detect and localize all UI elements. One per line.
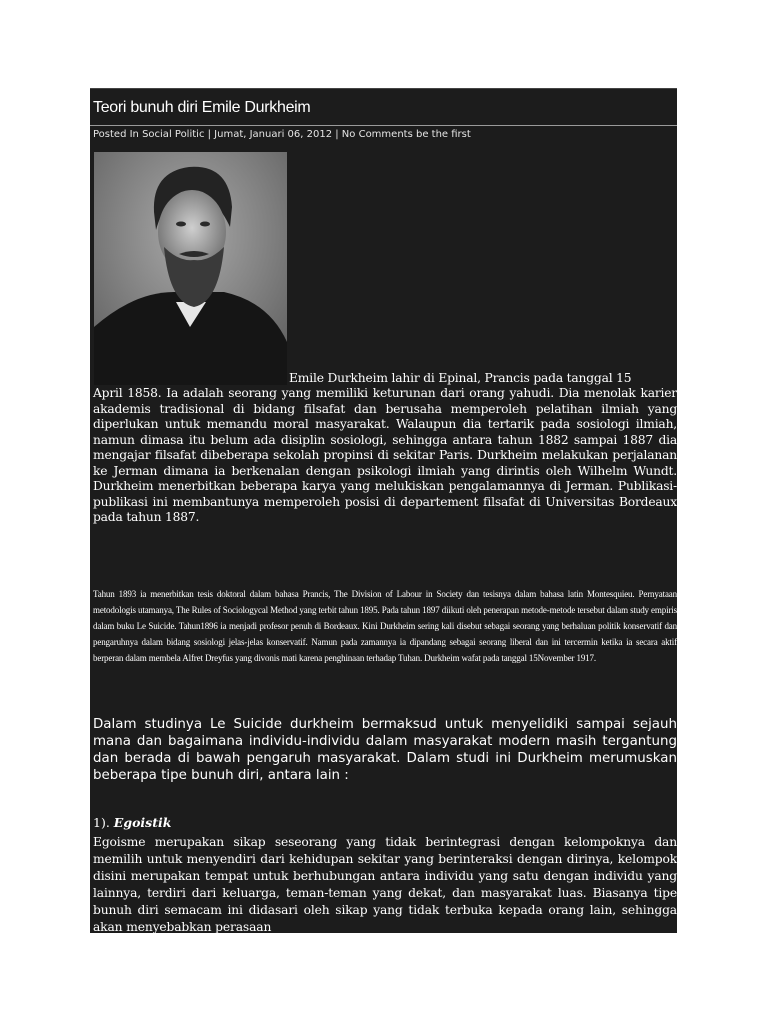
studi-paragraph: Dalam studinya Le Suicide durkheim bermaksud untuk menyelidiki sampai sejauh mana dan bagaimana individu-individu dalam masyarakat modern masih tergantung dan berada di bawah pengaruh masyarakat. Dalam studi ini Durkheim merumuskan beberapa tipe bunuh diri, antara lain : (93, 717, 677, 783)
intro-first-line: Emile Durkheim lahir di Epinal, Prancis pada tanggal 15 (289, 371, 632, 385)
egoistik-label: Egoistik (113, 815, 172, 830)
post-meta: Posted In Social Politic | Jumat, Januari 06, 2012 | No Comments be the first (93, 129, 471, 140)
article-page (90, 88, 677, 933)
portrait-photo (94, 152, 287, 385)
egoistik-paragraph: Egoisme merupakan sikap seseorang yang tidak berintegrasi dengan kelompoknya dan memilih untuk menyendiri dari kehidupan sekitar yang berinteraksi dengan dirinya, kelompok disini merupakan tempat untuk berhubungan antara individu yang satu dengan individu yang lainnya, terdiri dari keluarga, teman-teman yang dekat, dan masyarakat luas. Biasanya tipe bunuh diri semacam ini didasari oleh sikap yang tidak terbuka kepada orang lain, sehingga akan menyebabkan perasaan (93, 835, 677, 933)
egoistik-number: 1). (93, 815, 110, 830)
title-divider (90, 125, 677, 126)
intro-paragraph: April 1858. Ia adalah seorang yang memiliki keturunan dari orang yahudi. Dia menolak karier akademis tradisional di bidang filsafat dan berusaha memperoleh pelatihan ilmiah yang diperlukan untuk memandu moral masyarakat. Walaupun dia tertarik pada sosiologi ilmiah, namun dimasa itu belum ada disiplin sosiologi, sehingga antara tahun 1882 sampai 1887 dia mengajar filsafat dibeberapa sekolah propinsi di sekitar Paris. Durkheim melakukan perjalanan ke Jerman dimana ia berkenalan dengan psikologi ilmiah yang dirintis oleh Wilhelm Wundt. Durkheim menerbitkan beberapa karya yang melukiskan pengalamannya di Jerman. Publikasi-publikasi ini membantunya memperoleh posisi di departement filsafat di Universitas Bordeaux pada tahun 1887. (93, 386, 677, 524)
biography-paragraph: Tahun 1893 ia menerbitkan tesis doktoral dalam bahasa Prancis, The Division of Labour in Society dan tesisnya dalam bahasa latin Montesquieu. Pernyataan metodologis utamanya, The Rules of Sociologycal Method yang terbit tahun 1895. Pada tahun 1897 diikuti oleh penerapan metode-metode tersebut dalam study empiris dalam buku Le Suicide. Tahun1896 ia menjadi profesor penuh di Bordeaux. Kini Durkheim sering kali disebut sebagai seorang yang berhaluan politik konservatif dan pengaruhnya dalam bidang sosiologi jelas-jelas konservatif. Namun pada zamannya ia dipandang sebagai seorang liberal dan ini tercermin ketika ia secara aktif berperan dalam membela Alfret Dreyfus yang divonis mati karena penghinaan terhadap Tuhan. Durkheim wafat pada tanggal 15November 1917. (93, 589, 677, 664)
egoistik-heading (93, 815, 171, 830)
article-title[interactable]: Teori bunuh diri Emile Durkheim (93, 99, 311, 116)
